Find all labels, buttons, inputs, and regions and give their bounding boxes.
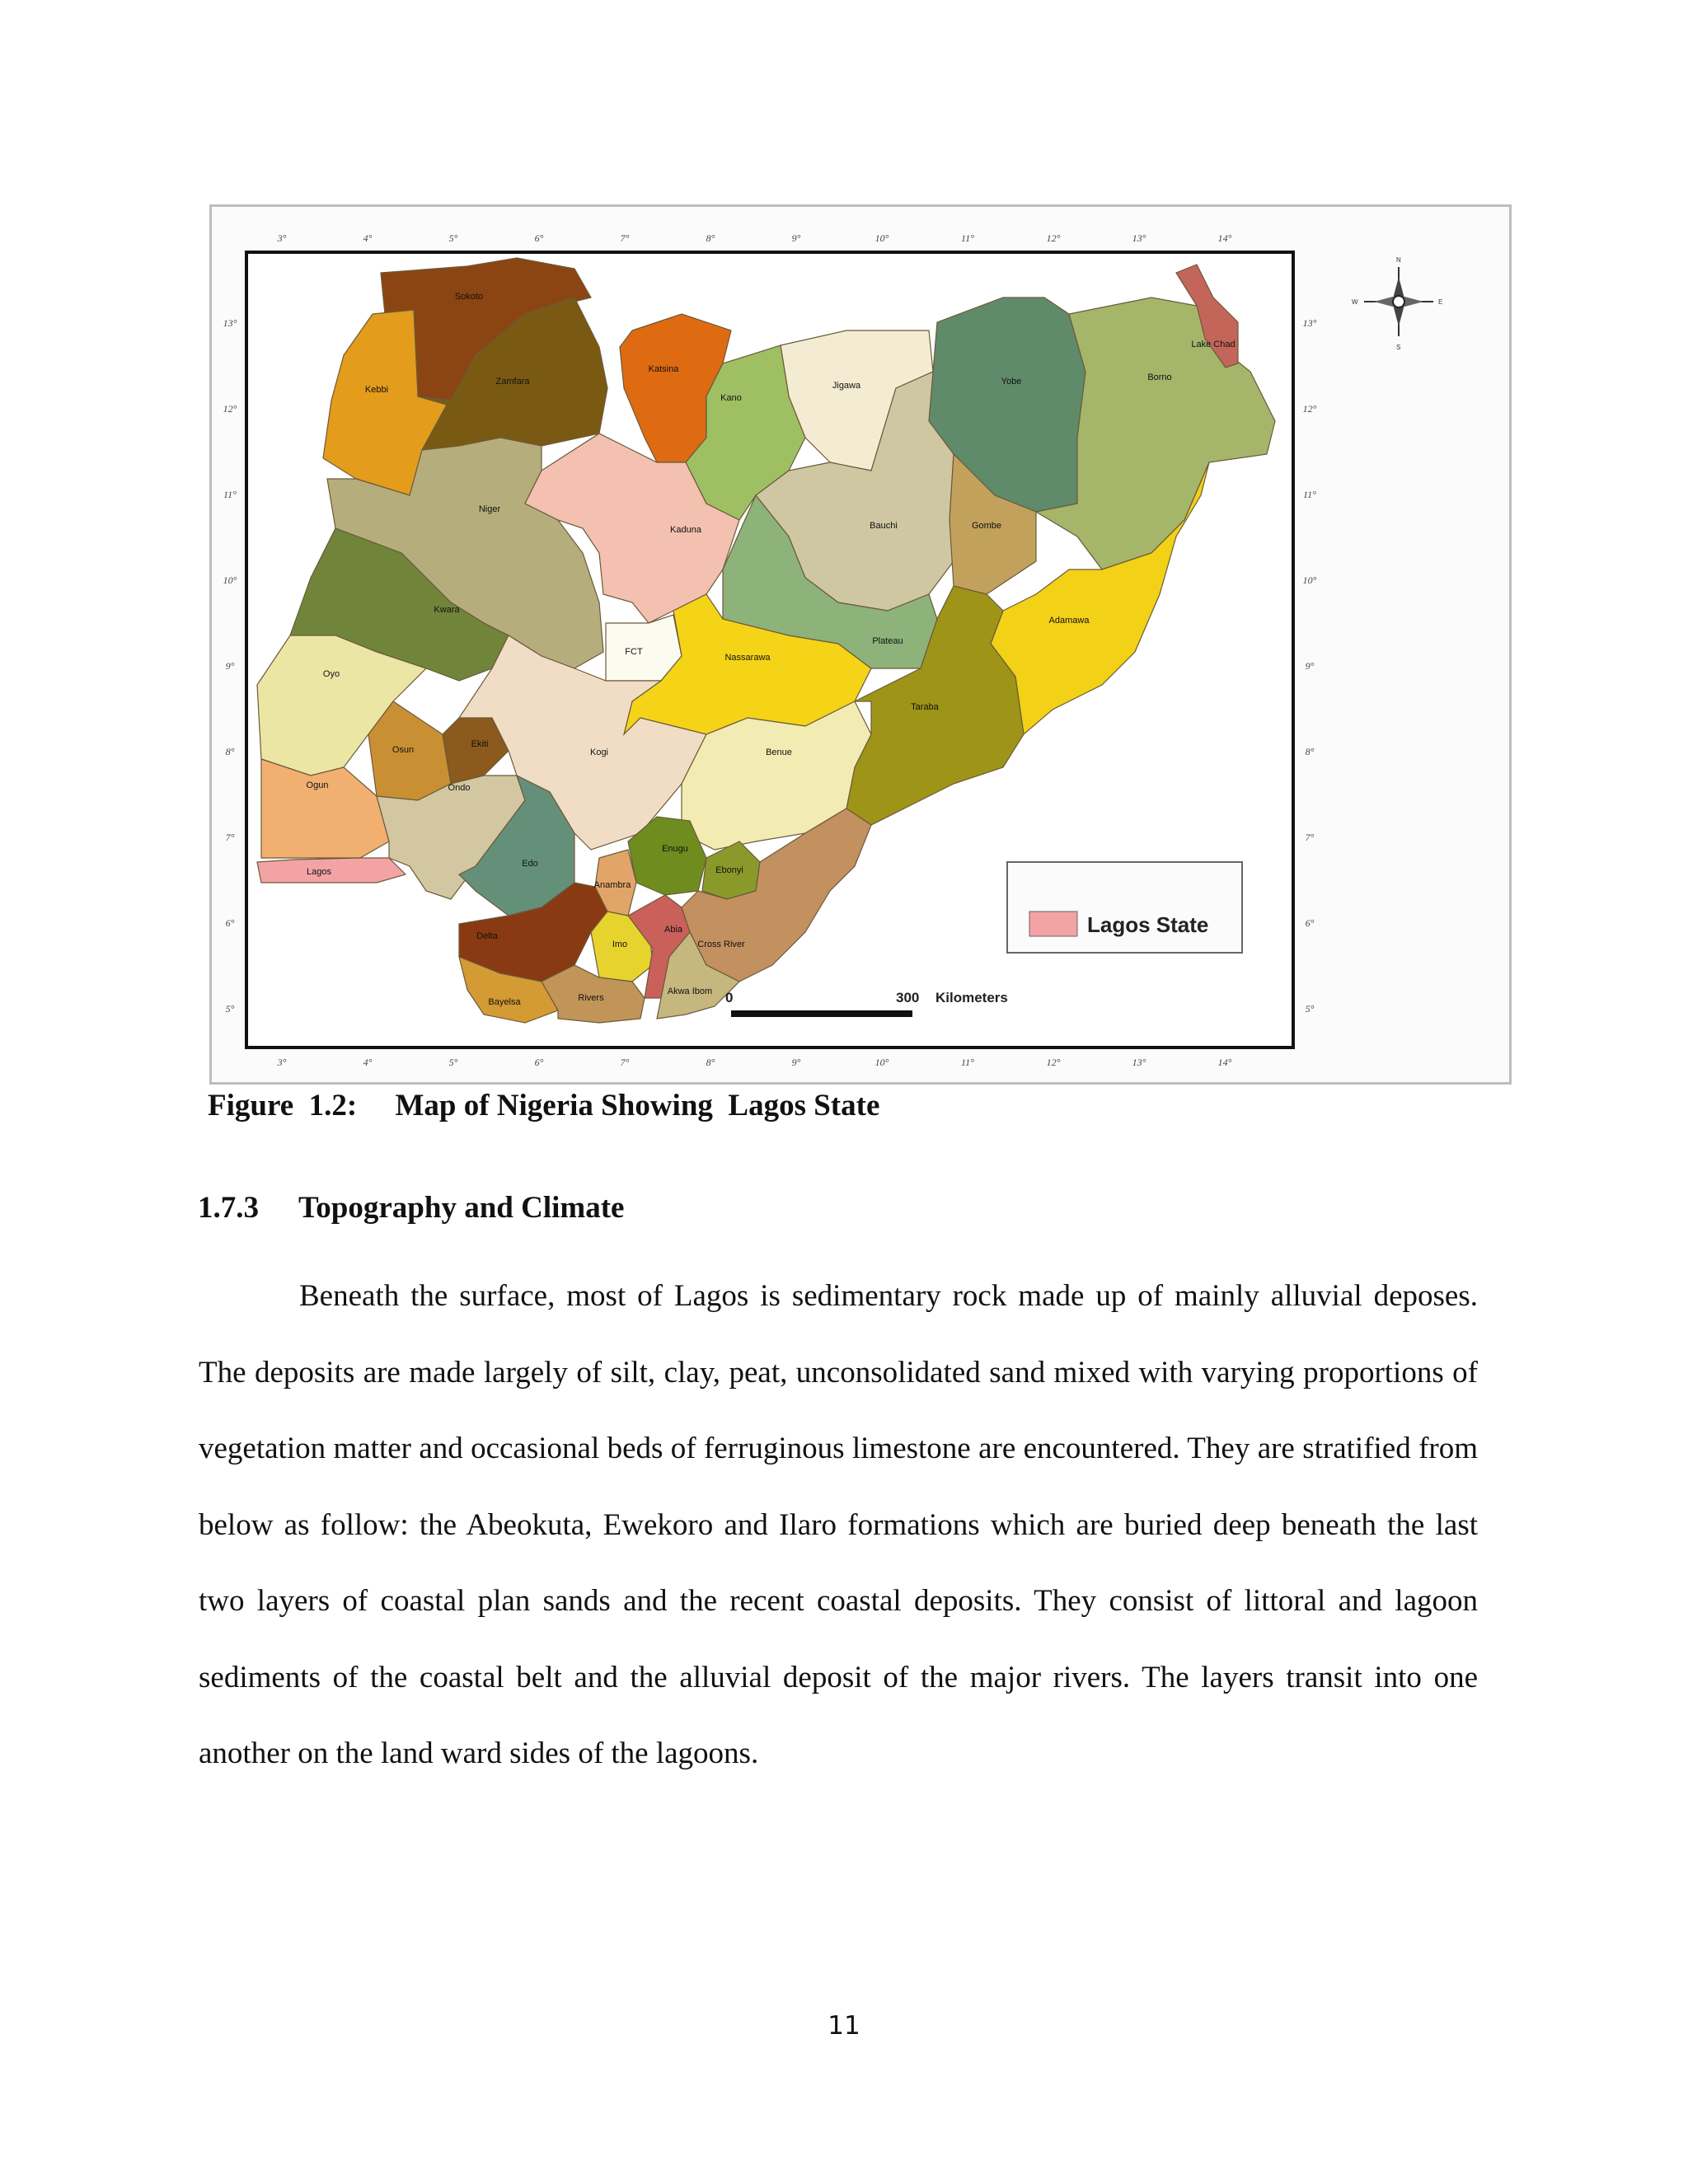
state-label-niger: Niger (478, 504, 501, 514)
state-label-ogun: Ogun (306, 780, 329, 790)
caption-number: Figure 1.2: (208, 1089, 358, 1122)
state-label-osun: Osun (392, 745, 415, 755)
svg-text:E: E (1438, 298, 1443, 306)
state-label-borno: Borno (1147, 373, 1172, 382)
tick-label: 9° (225, 660, 235, 672)
state-label-lake-chad: Lake Chad (1191, 340, 1236, 349)
svg-text:S: S (1396, 344, 1401, 351)
state-label-ondo: Ondo (448, 783, 471, 793)
tick-label: 7° (225, 832, 235, 843)
state-label-delta: Delta (476, 931, 498, 941)
state-label-bauchi: Bauchi (870, 521, 898, 531)
state-label-nassarawa: Nassarawa (724, 653, 771, 663)
tick-label: 13° (223, 317, 237, 329)
state-label-anambra: Anambra (593, 880, 631, 890)
state-label-kaduna: Kaduna (670, 525, 701, 535)
svg-text:N: N (1396, 256, 1401, 264)
tick-label: 11° (961, 1057, 974, 1068)
tick-label: 3° (277, 232, 287, 244)
state-label-edo: Edo (522, 859, 538, 869)
tick-label: 11° (1303, 489, 1316, 500)
tick-label: 9° (1305, 660, 1315, 672)
state-label-katsina: Katsina (648, 364, 679, 374)
state-label-adamawa: Adamawa (1048, 616, 1090, 626)
state-label-fct: FCT (625, 647, 643, 657)
tick-label: 6° (225, 917, 235, 929)
tick-label: 4° (363, 232, 373, 244)
state-label-enugu: Enugu (662, 844, 688, 854)
scale-start: 0 (725, 990, 734, 1005)
state-label-plateau: Plateau (872, 636, 903, 646)
scale-unit: Kilometers (935, 990, 1008, 1005)
tick-label: 9° (791, 1057, 801, 1068)
caption-title: Map of Nigeria Showing Lagos State (395, 1089, 880, 1122)
tick-label: 5° (1305, 1003, 1315, 1015)
scale-bar (731, 1010, 912, 1017)
tick-label: 10° (874, 1057, 889, 1068)
state-label-taraba: Taraba (911, 702, 939, 712)
nigeria-map (212, 207, 1509, 1082)
legend-box (1007, 862, 1242, 953)
tick-label: 11° (223, 489, 237, 500)
tick-label: 10° (874, 232, 889, 244)
state-label-sokoto: Sokoto (454, 292, 484, 302)
tick-label: 14° (1217, 232, 1232, 244)
state-label-kwara: Kwara (434, 605, 460, 615)
state-label-abia: Abia (663, 925, 683, 935)
state-label-akwa-ibom: Akwa Ibom (667, 987, 713, 996)
section-title: Topography and Climate (298, 1191, 625, 1225)
state-label-kogi: Kogi (589, 748, 609, 757)
tick-label: 11° (961, 232, 974, 244)
tick-label: 12° (1046, 1057, 1061, 1068)
tick-label: 13° (1132, 1057, 1146, 1068)
state-lagos (257, 858, 406, 883)
tick-label: 4° (363, 1057, 373, 1068)
state-label-jigawa: Jigawa (832, 381, 861, 391)
scale-end: 300 (896, 990, 920, 1005)
tick-label: 8° (225, 746, 235, 757)
tick-label: 5° (448, 1057, 458, 1068)
tick-label: 9° (791, 232, 801, 244)
tick-label: 13° (1302, 317, 1317, 329)
state-label-ebonyi: Ebonyi (715, 865, 743, 875)
state-label-rivers: Rivers (578, 993, 604, 1003)
tick-label: 8° (1305, 746, 1315, 757)
figure-caption (208, 1088, 879, 1123)
tick-label: 8° (706, 1057, 715, 1068)
tick-label: 8° (706, 232, 715, 244)
section-heading (198, 1190, 624, 1226)
state-label-lagos: Lagos (307, 867, 331, 877)
tick-label: 10° (1302, 574, 1317, 586)
page-number: 11 (828, 2011, 860, 2041)
tick-label: 12° (1046, 232, 1061, 244)
body-paragraph: Beneath the surface, most of Lagos is sedimentary rock made up of mainly alluvial deposes. The deposits are made largely of silt, clay, peat, unconsolidated sand mixed with varying proportions of vegetation matter and occasional beds of ferruginous limestone are encountered. They are stratified from below as follow: the Abeokuta, Ewekoro and Ilaro formations which are buried deep beneath the last two layers of coastal plan sands and the recent coastal deposits. They consist of littoral and lagoon sediments of the coastal belt and the alluvial deposit of the major rivers. The layers transit into one another on the land ward sides of the lagoons. (199, 1279, 1478, 1770)
legend-label: Lagos State (1087, 912, 1209, 937)
state-label-kebbi: Kebbi (364, 385, 389, 395)
state-label-cross-river: Cross River (697, 940, 745, 949)
state-label-yobe: Yobe (1001, 377, 1022, 387)
state-label-oyo: Oyo (322, 669, 340, 679)
legend-swatch (1029, 912, 1077, 936)
section-number: 1.7.3 (198, 1191, 259, 1225)
svg-text:W: W (1352, 298, 1358, 306)
tick-label: 10° (223, 574, 237, 586)
tick-label: 12° (223, 403, 237, 415)
tick-label: 7° (1305, 832, 1315, 843)
tick-label: 7° (620, 1057, 630, 1068)
tick-label: 6° (534, 232, 544, 244)
state-label-zamfara: Zamfara (495, 377, 530, 387)
tick-label: 5° (448, 232, 458, 244)
tick-label: 12° (1302, 403, 1317, 415)
state-label-imo: Imo (612, 940, 628, 949)
tick-label: 6° (1305, 917, 1315, 929)
map-figure (209, 204, 1512, 1085)
tick-label: 6° (534, 1057, 544, 1068)
state-label-gombe: Gombe (971, 521, 1002, 531)
tick-label: 5° (225, 1003, 235, 1015)
state-label-ekiti: Ekiti (471, 739, 489, 749)
tick-label: 7° (620, 232, 630, 244)
state-label-kano: Kano (720, 393, 742, 403)
state-label-bayelsa: Bayelsa (488, 997, 521, 1007)
tick-label: 13° (1132, 232, 1146, 244)
state-label-benue: Benue (766, 748, 792, 757)
tick-label: 14° (1217, 1057, 1232, 1068)
tick-label: 3° (277, 1057, 287, 1068)
